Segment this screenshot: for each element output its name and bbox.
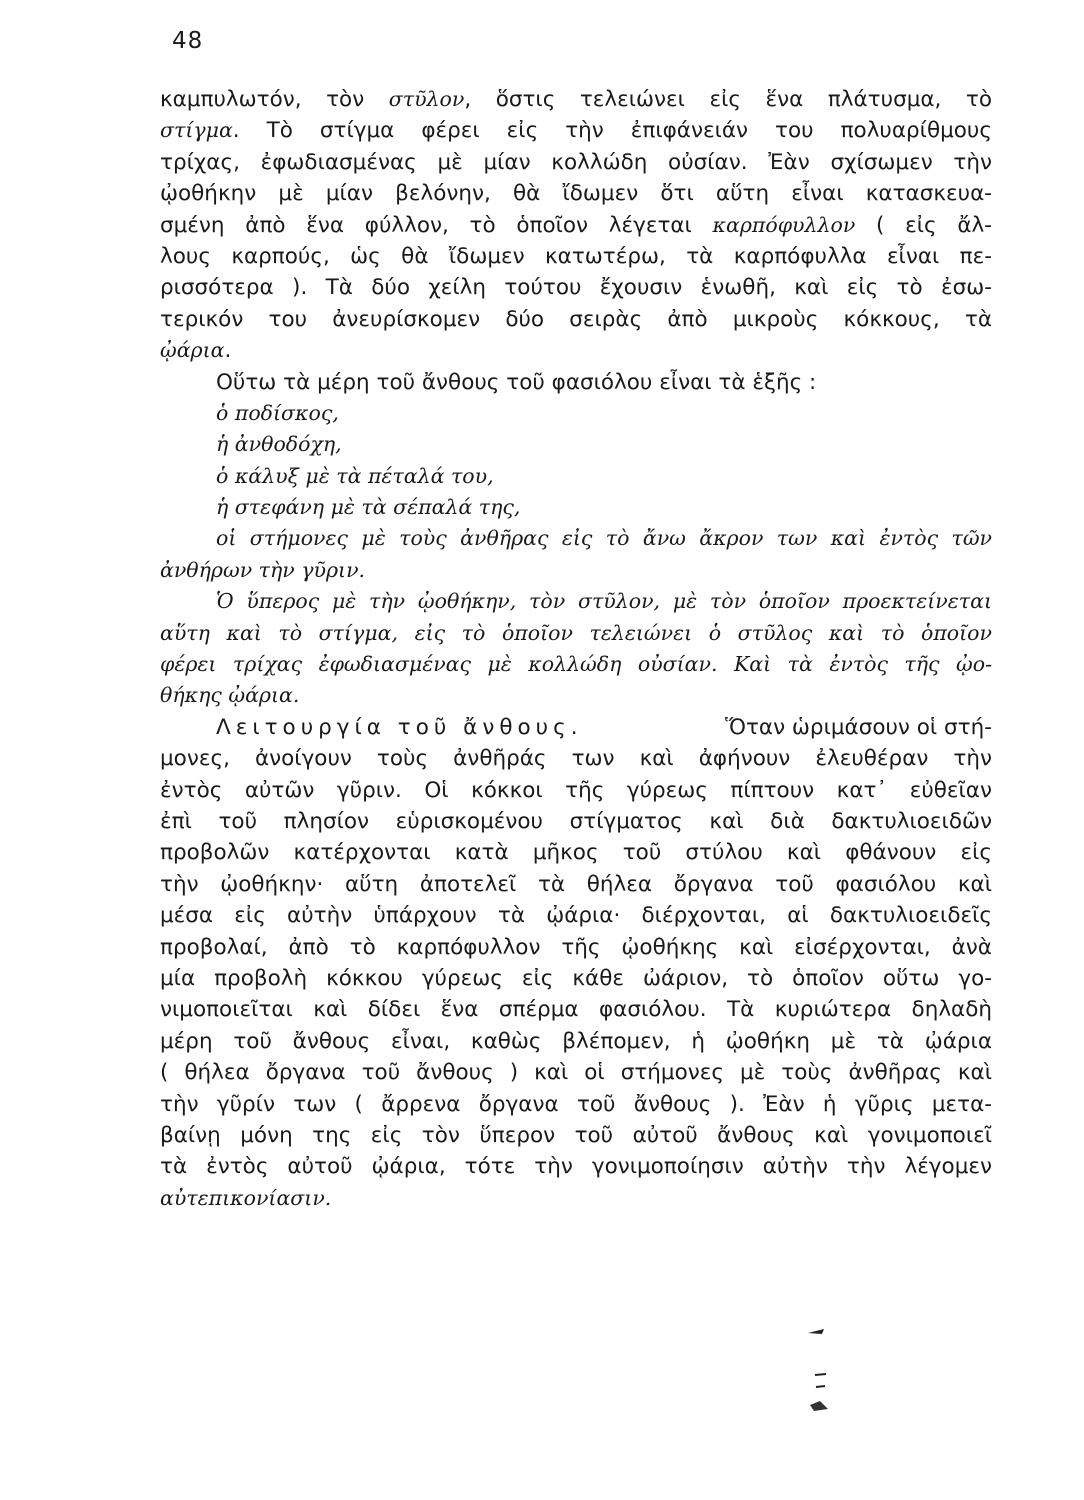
text-line: μία προβολὴ κόκκου γύρεως εἰς κάθε ὠάριον, τὸ ὁποῖον οὕτω γο- <box>160 965 992 991</box>
text-line: λους καρπούς, ὡς θὰ ἴδωμεν κατωτέρω, τὰ καρπόφυλλα εἶναι πε- <box>160 243 992 269</box>
body-text <box>160 84 992 1214</box>
list-item: ἀνθήρων τὴν γῦριν. <box>160 557 366 582</box>
text-line: μέσα εἰς αὐτὴν ὑπάρχουν τὰ ᾠάρια· διέρχονται, αἱ δακτυλιοειδεῖς <box>160 903 992 929</box>
text-line: στίγμα. Τὸ στίγμα φέρει εἰς τὴν ἐπιφάνειάν του πολυαρίθμους <box>160 118 992 144</box>
text-line: ἐπὶ τοῦ πλησίον εὑρισκομένου στίγματος καὶ διὰ δακτυλιοειδῶν <box>160 808 992 834</box>
section-heading: Λειτουργία τοῦ ἄνθους. <box>216 714 583 740</box>
paragraph-intro: Οὕτω τὰ μέρη τοῦ ἄνθους τοῦ φασιόλου εἶναι τὰ ἑξῆς : <box>216 369 817 395</box>
text-line: θήκης ᾠάρια. <box>160 683 300 708</box>
text-line: μέρη τοῦ ἄνθους εἶναι, καθὼς βλέπομεν, ἡ ᾠοθήκη μὲ τὰ ᾠάρια <box>160 1028 992 1054</box>
text-line: σμένη ἀπὸ ἕνα φύλλον, τὸ ὁποῖον λέγεται καρπόφυλλον ( εἰς ἄλ- <box>160 212 992 238</box>
ink-marks <box>806 1325 836 1420</box>
list-item: ὁ ποδίσκος, <box>216 400 339 425</box>
text-line: προβολῶν κατέρχονται κατὰ μῆκος τοῦ στύλου καὶ φθάνουν εἰς <box>160 840 992 866</box>
page-number: 48 <box>172 28 204 54</box>
text-line: τὰ ἐντὸς αὐτοῦ ᾠάρια, τότε τὴν γονιμοποίησιν αὐτὴν τὴν λέγομεν <box>160 1154 992 1180</box>
text-line: Ὁ ὕπερος μὲ τὴν ᾠοθήκην, τὸν στῦλον, μὲ τὸν ὁποῖον προεκτείνεται <box>216 589 992 614</box>
text-line: Λειτουργία τοῦ ἄνθους. Ὅταν ὡριμάσουν οἱ στή- <box>160 712 992 743</box>
text-line: ᾠάρια. <box>160 338 232 364</box>
text-line: βαίνῃ μόνη της εἰς τὸν ὕπερον τοῦ αὐτοῦ ἄνθους καὶ γονιμοποιεῖ <box>160 1122 992 1148</box>
text-line: ρισσότερα ). Τὰ δύο χείλη τούτου ἔχουσιν ἑνωθῆ, καὶ εἰς τὸ ἐσω- <box>160 275 992 301</box>
text-line: νιμοποιεῖται καὶ δίδει ἕνα σπέρμα φασιόλου. Τὰ κυριώτερα δηλαδὴ <box>160 997 992 1023</box>
text-line: αὕτη καὶ τὸ στίγμα, εἰς τὸ ὁποῖον τελειώνει ὁ στῦλος καὶ τὸ ὁποῖον <box>160 620 992 645</box>
list-item: ἡ ἀνθοδόχη, <box>216 432 342 457</box>
text-line: προβολαί, ἀπὸ τὸ καρπόφυλλον τῆς ᾠοθήκης καὶ εἰσέρχονται, ἀνὰ <box>160 934 992 960</box>
text-line: τὴν ᾠοθήκην· αὕτη ἀποτελεῖ τὰ θήλεα ὄργανα τοῦ φασιόλου καὶ <box>160 871 992 897</box>
text-line: αὐτεπικονίασιν. <box>160 1185 332 1210</box>
text-line: τρίχας, ἐφωδιασμένας μὲ μίαν κολλώδη οὐσίαν. Ἐὰν σχίσωμεν τὴν <box>160 149 992 175</box>
list-item: ὁ κάλυξ μὲ τὰ πέταλά του, <box>216 463 494 488</box>
text-line: ἐντὸς αὐτῶν γῦριν. Οἱ κόκκοι τῆς γύρεως πίπτουν κατ᾽ εὐθεῖαν <box>160 777 992 803</box>
text-line: τὴν γῦρίν των ( ἄρρενα ὄργανα τοῦ ἄνθους ). Ἐὰν ἡ γῦρις μετα- <box>160 1091 992 1117</box>
text-line: μονες, ἀνοίγουν τοὺς ἀνθῆράς των καὶ ἀφήνουν ἐλευθέραν τὴν <box>160 746 992 772</box>
text-line: τερικόν του ἀνευρίσκομεν δύο σειρὰς ἀπὸ μικροὺς κόκκους, τὰ <box>160 306 992 332</box>
text-line: καμπυλωτόν, τὸν στῦλον, ὅστις τελειώνει εἰς ἕνα πλάτυσμα, τὸ <box>160 87 992 112</box>
text-line: φέρει τρίχας ἐφωδιασμένας μὲ κολλώδη οὐσίαν. Καὶ τὰ ἐντὸς τῆς ᾠο- <box>160 652 992 677</box>
list-item: οἱ στήμονες μὲ τοὺς ἀνθῆρας εἰς τὸ ἄνω ἄκρον των καὶ ἐντὸς τῶν <box>216 526 992 551</box>
text-line: ( θήλεα ὄργανα τοῦ ἄνθους ) καὶ οἱ στήμονες μὲ τοὺς ἀνθῆρας καὶ <box>160 1060 992 1086</box>
list-item: ἡ στεφάνη μὲ τὰ σέπαλά της, <box>216 495 521 520</box>
text-line: ᾠοθήκην μὲ μίαν βελόνην, θὰ ἴδωμεν ὅτι αὕτη εἶναι κατασκευα- <box>160 181 992 207</box>
